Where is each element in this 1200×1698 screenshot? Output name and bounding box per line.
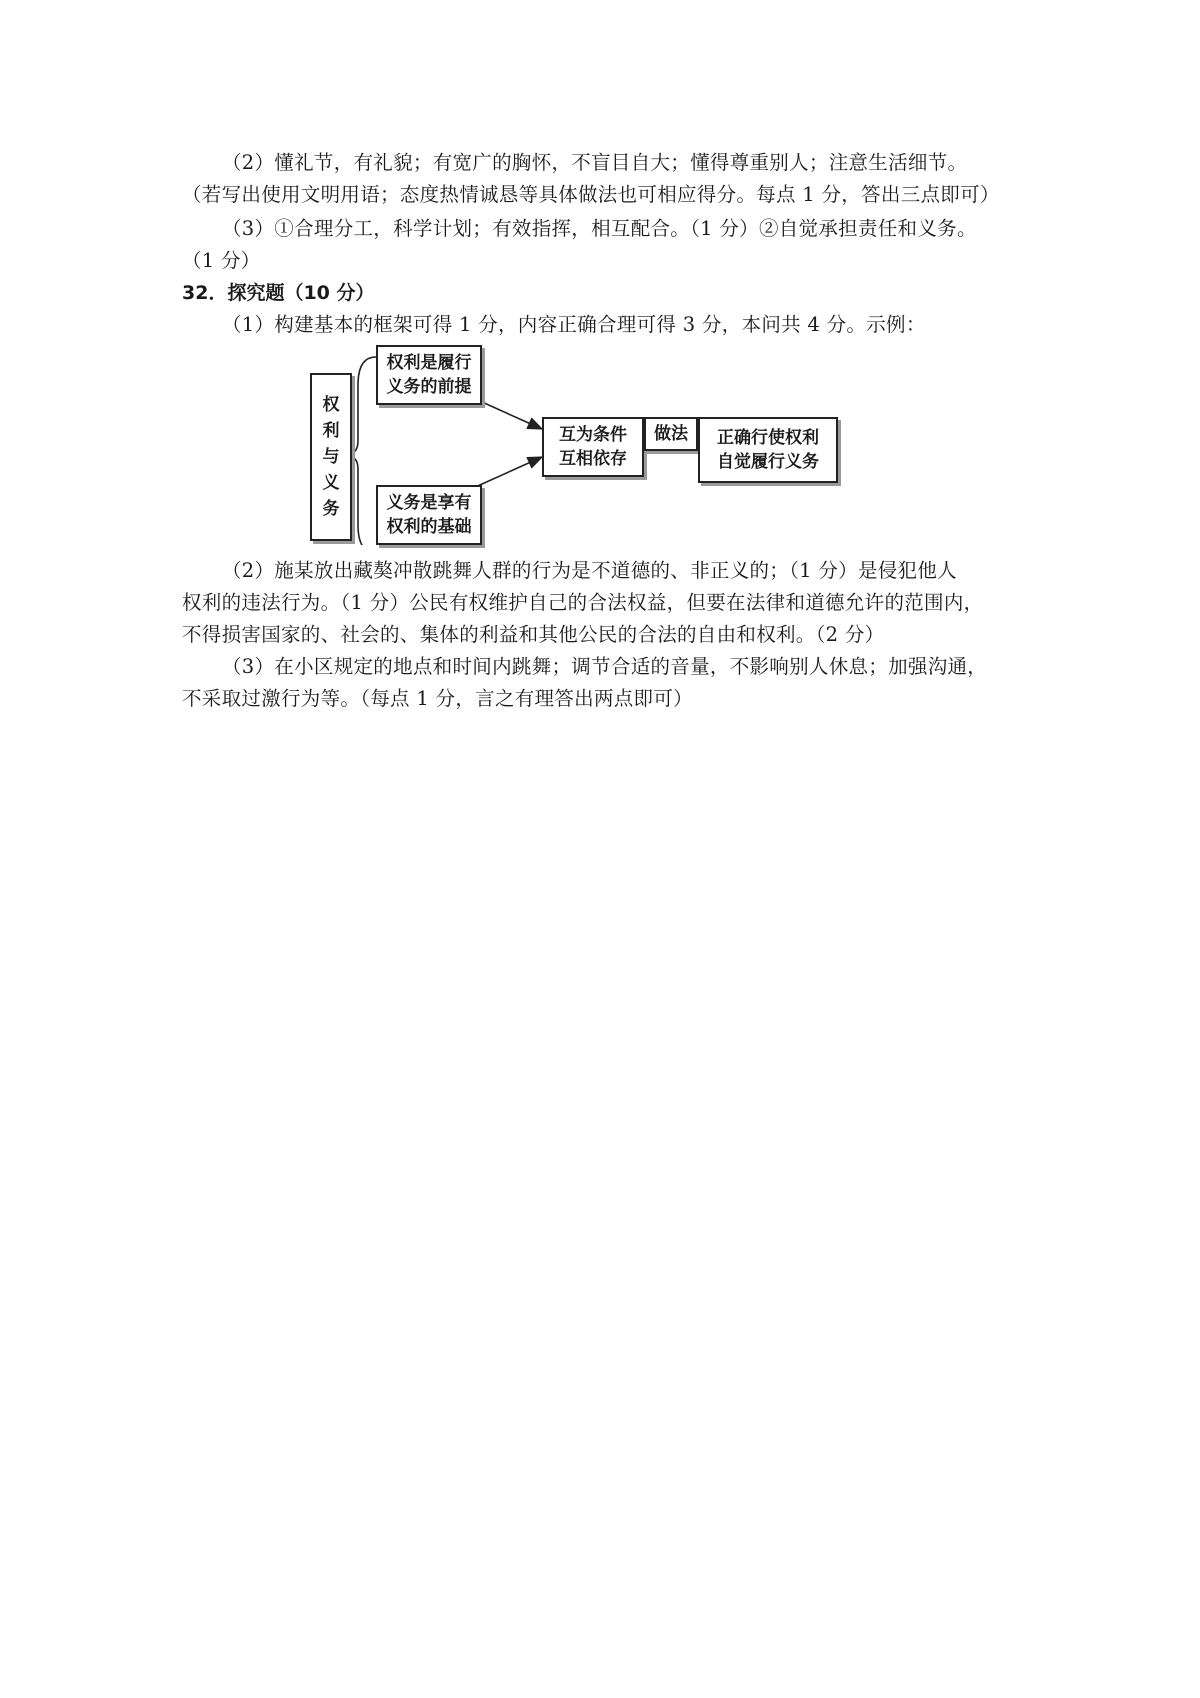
bottom-box-line2: 权利的基础	[386, 517, 472, 537]
rights-premise-box	[376, 345, 482, 405]
q32-item1: （1）构建基本的框架可得 1 分，内容正确合理可得 3 分，本问共 4 分。示例：	[222, 313, 926, 336]
bottom-box-line1: 义务是享有	[386, 493, 472, 513]
q32-item3-line1: （3）在小区规定的地点和时间内跳舞；调节合适的音量，不影响别人休息；加强沟通，	[222, 655, 988, 678]
top-box-line1: 权利是履行	[386, 353, 472, 373]
left-char-5: 务	[322, 499, 340, 519]
rights-duties-diagram	[310, 345, 910, 545]
right-box-line1: 正确行使权利	[717, 428, 819, 448]
middle-box-line1: 互为条件	[559, 425, 627, 445]
mutual-dependence-box	[542, 417, 644, 477]
q32-heading: 32．探究题（10 分）	[182, 282, 375, 304]
q32-item2-line2: 权利的违法行为。（1 分）公民有权维护自己的合法权益，但要在法律和道德允许的范围内，	[182, 591, 984, 614]
duties-basis-box	[376, 485, 482, 545]
q31-item3-line1: （3）①合理分工，科学计划；有效指挥，相互配合。（1 分）②自觉承担责任和义务。	[222, 217, 977, 240]
q31-item2-line1: （2）懂礼节，有礼貌；有宽广的胸怀，不盲目自大；懂得尊重别人；注意生活细节。	[222, 151, 968, 174]
left-char-3: 与	[322, 447, 340, 467]
practice-label-box	[644, 417, 698, 451]
left-char-2: 利	[322, 421, 340, 441]
curly-brace	[348, 357, 376, 545]
q32-item3-line2: 不采取过激行为等。（每点 1 分，言之有理答出两点即可）	[182, 687, 693, 710]
q31-item3-line2: （1 分）	[182, 249, 261, 272]
q32-item2-line3: 不得损害国家的、社会的、集体的利益和其他公民的合法的自由和权利。（2 分）	[182, 623, 885, 646]
correct-practice-box	[698, 417, 838, 483]
practice-label: 做法	[654, 424, 688, 444]
middle-box-line2: 互相依存	[559, 449, 627, 469]
q31-item2-line2: （若写出使用文明用语；态度热情诚恳等具体做法也可相应得分。每点 1 分，答出三点即可）	[182, 183, 1000, 206]
top-box-line2: 义务的前提	[386, 377, 472, 397]
left-char-4: 义	[322, 473, 340, 493]
right-box-line2: 自觉履行义务	[717, 452, 819, 472]
rights-and-duties-box	[310, 373, 352, 541]
left-char-1: 权	[322, 395, 340, 415]
q32-item2-line1: （2）施某放出藏獒冲散跳舞人群的行为是不道德的、非正义的；（1 分）是侵犯他人	[222, 559, 957, 582]
